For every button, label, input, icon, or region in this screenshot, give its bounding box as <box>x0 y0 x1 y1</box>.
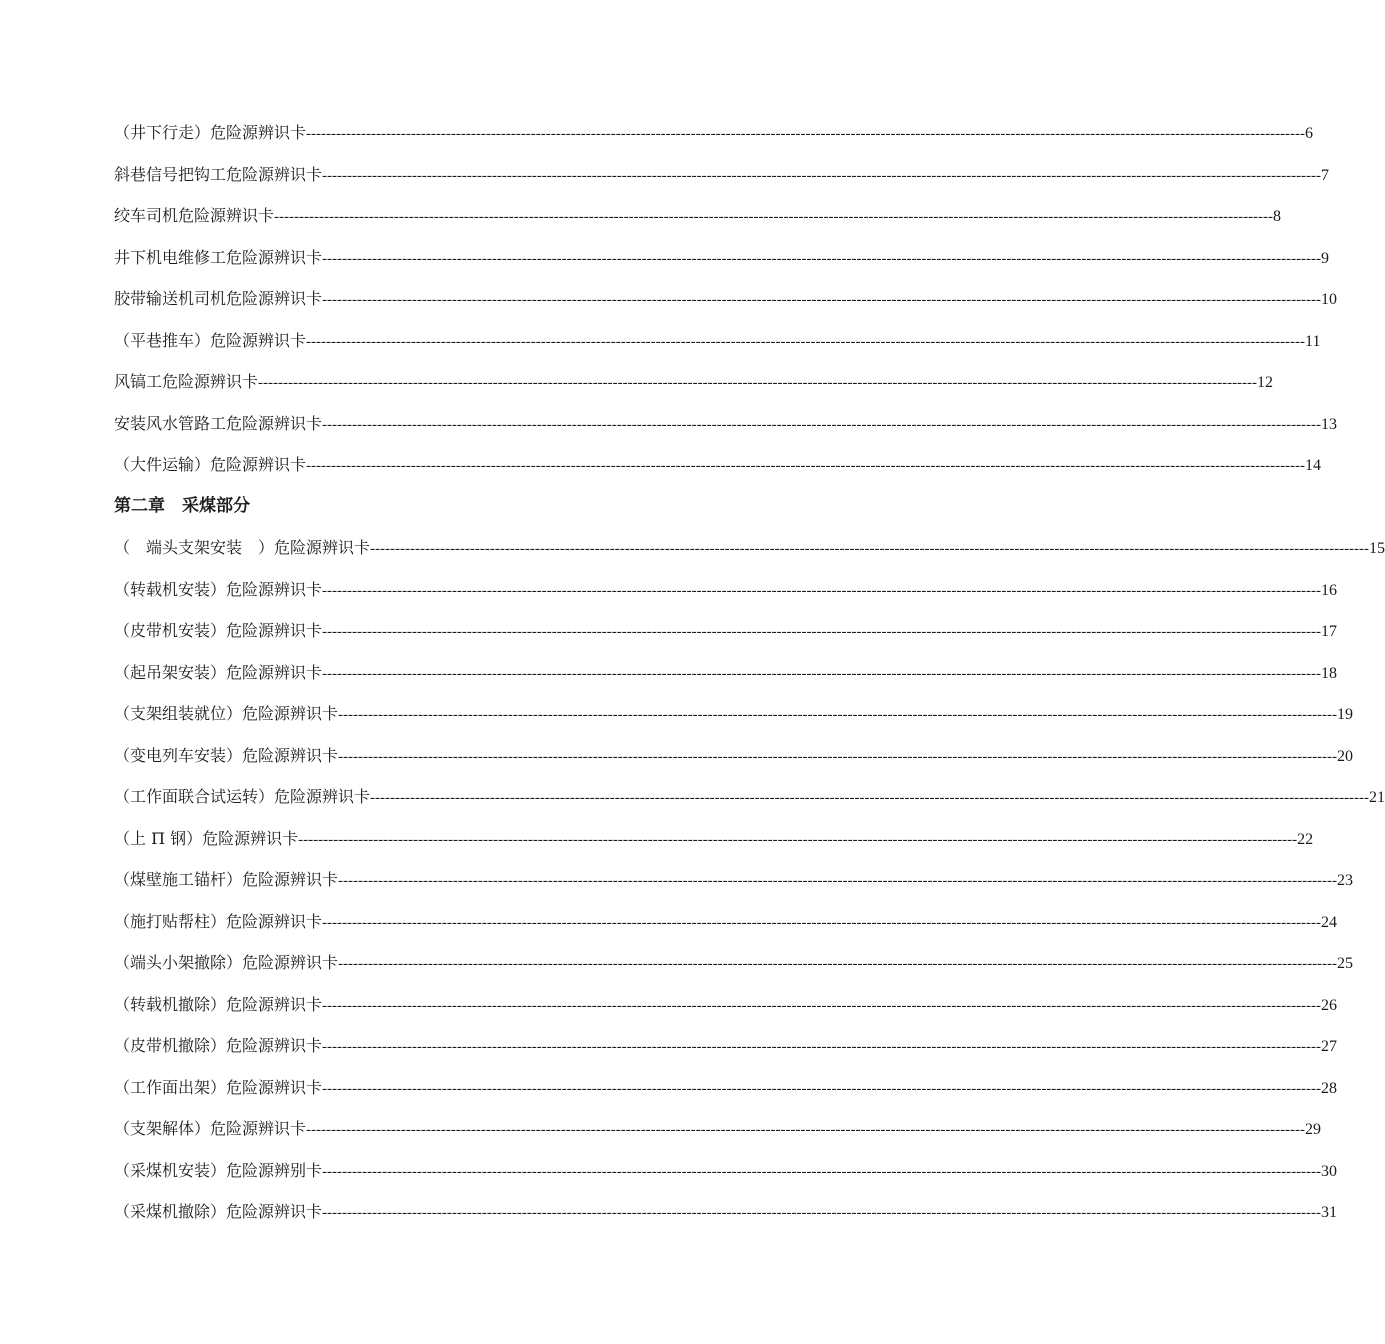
toc-entry-page: 28 <box>1321 1079 1338 1097</box>
toc-entry-page: 27 <box>1321 1038 1338 1055</box>
toc-entry[interactable] <box>114 1191 1338 1233</box>
toc-entry[interactable] <box>114 195 1282 237</box>
toc-entry-title: （皮带机撤除）危险源辨识卡 <box>114 1036 323 1055</box>
toc-entry-page: 18 <box>1321 664 1338 682</box>
toc-entry-page: 11 <box>1305 332 1321 350</box>
toc-entry-page: 29 <box>1305 1121 1322 1138</box>
toc-entry-page: 30 <box>1321 1162 1338 1180</box>
toc-entry-page: 22 <box>1297 830 1314 848</box>
toc-leader-dashes: -------------------------------------------------------------------------------------------------------------------------------------------------------------------------------------------------------- <box>370 790 1370 806</box>
toc-leader-dashes: -------------------------------------------------------------------------------------------------------------------------------------------------------------------------------------------------------- <box>322 582 1322 599</box>
toc-leader-dashes: -------------------------------------------------------------------------------------------------------------------------------------------------------------------------------------------------------- <box>322 1080 1322 1097</box>
toc-entry[interactable] <box>114 1067 1338 1109</box>
toc-entry[interactable] <box>114 776 1385 818</box>
toc-leader-dashes: -------------------------------------------------------------------------------------------------------------------------------------------------------------------------------------------------------- <box>322 292 1322 308</box>
toc-entry-page: 16 <box>1321 581 1338 599</box>
toc-entry[interactable] <box>114 569 1338 611</box>
toc-entry-title: 绞车司机危险源辨识卡 <box>114 206 275 225</box>
toc-leader-dashes: -------------------------------------------------------------------------------------------------------------------------------------------------------------------------------------------------------- <box>338 873 1338 889</box>
toc-entry-page: 19 <box>1337 706 1354 723</box>
toc-entry-page: 13 <box>1321 415 1338 433</box>
toc-leader-dashes: -------------------------------------------------------------------------------------------------------------------------------------------------------------------------------------------------------- <box>338 956 1338 972</box>
toc-entry[interactable] <box>114 278 1338 320</box>
toc-leader-dashes: -------------------------------------------------------------------------------------------------------------------------------------------------------------------------------------------------------- <box>274 209 1274 225</box>
toc-leader-dashes: -------------------------------------------------------------------------------------------------------------------------------------------------------------------------------------------------------- <box>306 1122 1306 1138</box>
toc-entry-title: （转载机安装）危险源辨识卡 <box>114 579 323 599</box>
toc-entry-page: 10 <box>1321 291 1338 308</box>
toc-entry[interactable] <box>114 1025 1338 1067</box>
toc-entry[interactable] <box>114 818 1314 860</box>
toc-entry-title: （工作面联合试运转）危险源辨识卡 <box>114 787 371 806</box>
toc-entry-page: 26 <box>1321 996 1338 1014</box>
toc-entry-title: 斜巷信号把钩工危险源辨识卡 <box>114 164 323 184</box>
toc-entry[interactable] <box>114 984 1338 1026</box>
toc-leader-dashes: -------------------------------------------------------------------------------------------------------------------------------------------------------------------------------------------------------- <box>322 1039 1322 1055</box>
toc-entry-title: （大件运输）危险源辨识卡 <box>114 455 307 474</box>
toc-entry[interactable] <box>114 403 1338 445</box>
toc-entry-title: 安装风水管路工危险源辨识卡 <box>114 413 323 433</box>
toc-entry-title: （转载机撤除）危险源辨识卡 <box>114 994 323 1014</box>
toc-entry-title: （ 端头支架安装 ）危险源辨识卡 <box>114 538 371 557</box>
toc-entry-page: 9 <box>1321 249 1330 267</box>
toc-leader-dashes: -------------------------------------------------------------------------------------------------------------------------------------------------------------------------------------------------------- <box>298 831 1298 848</box>
toc-entry-title: （变电列车安装）危险源辨识卡 <box>114 745 339 765</box>
toc-entry[interactable] <box>114 1108 1322 1150</box>
toc-leader-dashes: -------------------------------------------------------------------------------------------------------------------------------------------------------------------------------------------------------- <box>322 997 1322 1014</box>
toc-leader-dashes: -------------------------------------------------------------------------------------------------------------------------------------------------------------------------------------------------------- <box>338 748 1338 765</box>
toc-entry[interactable] <box>114 112 1314 154</box>
toc-entry-title: （采煤机撤除）危险源辨识卡 <box>114 1202 323 1221</box>
toc-entry-page: 14 <box>1305 457 1322 474</box>
toc-leader-dashes: -------------------------------------------------------------------------------------------------------------------------------------------------------------------------------------------------------- <box>322 624 1322 640</box>
toc-entry-page: 12 <box>1257 374 1274 391</box>
toc-entry[interactable] <box>114 735 1354 777</box>
toc-entry-page: 24 <box>1321 913 1338 931</box>
toc-leader-dashes: -------------------------------------------------------------------------------------------------------------------------------------------------------------------------------------------------------- <box>322 914 1322 931</box>
toc-entry-title: （煤壁施工锚杆）危险源辨识卡 <box>114 870 339 889</box>
toc-entry-page: 25 <box>1337 955 1354 972</box>
toc-leader-dashes: -------------------------------------------------------------------------------------------------------------------------------------------------------------------------------------------------------- <box>322 167 1322 184</box>
toc-page <box>114 112 1385 1233</box>
toc-entry-page: 31 <box>1321 1204 1338 1221</box>
toc-entry-title: （皮带机安装）危险源辨识卡 <box>114 621 323 640</box>
toc-entry[interactable] <box>114 693 1354 735</box>
toc-entry[interactable] <box>114 444 1322 486</box>
toc-entry-title: （施打贴帮柱）危险源辨识卡 <box>114 911 323 931</box>
chapter-heading: 第二章 采煤部分 <box>114 495 250 516</box>
toc-entry[interactable] <box>114 652 1338 694</box>
toc-entry[interactable] <box>114 320 1321 362</box>
toc-entry-title: （支架解体）危险源辨识卡 <box>114 1119 307 1138</box>
toc-entry-title: 风镐工危险源辨识卡 <box>114 372 259 391</box>
toc-leader-dashes: -------------------------------------------------------------------------------------------------------------------------------------------------------------------------------------------------------- <box>322 1163 1322 1180</box>
toc-leader-dashes: -------------------------------------------------------------------------------------------------------------------------------------------------------------------------------------------------------- <box>370 541 1370 557</box>
toc-entry-page: 7 <box>1321 166 1330 184</box>
toc-leader-dashes: -------------------------------------------------------------------------------------------------------------------------------------------------------------------------------------------------------- <box>258 375 1258 391</box>
toc-list-part-2 <box>114 527 1385 1233</box>
toc-entry-page: 20 <box>1337 747 1354 765</box>
toc-entry[interactable] <box>114 901 1338 943</box>
toc-leader-dashes: -------------------------------------------------------------------------------------------------------------------------------------------------------------------------------------------------------- <box>306 333 1306 350</box>
toc-leader-dashes: -------------------------------------------------------------------------------------------------------------------------------------------------------------------------------------------------------- <box>338 707 1338 723</box>
toc-leader-dashes: -------------------------------------------------------------------------------------------------------------------------------------------------------------------------------------------------------- <box>306 458 1306 474</box>
toc-entry-title: （井下行走）危险源辨识卡 <box>114 123 307 142</box>
toc-entry-title: （支架组装就位）危险源辨识卡 <box>114 704 339 723</box>
toc-entry-title: （平巷推车）危险源辨识卡 <box>114 330 307 350</box>
toc-leader-dashes: -------------------------------------------------------------------------------------------------------------------------------------------------------------------------------------------------------- <box>322 416 1322 433</box>
toc-entry-page: 23 <box>1337 872 1354 889</box>
toc-entry-title: （起吊架安装）危险源辨识卡 <box>114 662 323 682</box>
toc-entry[interactable] <box>114 859 1354 901</box>
toc-entry[interactable] <box>114 154 1330 196</box>
toc-entry[interactable] <box>114 237 1330 279</box>
toc-leader-dashes: -------------------------------------------------------------------------------------------------------------------------------------------------------------------------------------------------------- <box>306 126 1306 142</box>
toc-leader-dashes: -------------------------------------------------------------------------------------------------------------------------------------------------------------------------------------------------------- <box>322 250 1322 267</box>
toc-entry-page: 8 <box>1273 208 1282 225</box>
toc-list-part-1 <box>114 112 1338 486</box>
toc-entry-page: 15 <box>1369 540 1385 557</box>
toc-entry[interactable] <box>114 942 1354 984</box>
toc-entry-title: （端头小架撤除）危险源辨识卡 <box>114 953 339 972</box>
toc-entry-title: 胶带输送机司机危险源辨识卡 <box>114 289 323 308</box>
toc-entry-page: 17 <box>1321 623 1338 640</box>
toc-leader-dashes: -------------------------------------------------------------------------------------------------------------------------------------------------------------------------------------------------------- <box>322 1205 1322 1221</box>
toc-entry-title: （采煤机安装）危险源辨别卡 <box>114 1160 323 1180</box>
toc-entry-title: 井下机电维修工危险源辨识卡 <box>114 247 323 267</box>
toc-entry[interactable] <box>114 1150 1338 1192</box>
toc-entry-title: （上 Π 钢）危险源辨识卡 <box>114 828 299 848</box>
toc-entry[interactable] <box>114 610 1338 652</box>
toc-entry-page: 21 <box>1369 789 1385 806</box>
toc-entry[interactable] <box>114 527 1385 569</box>
toc-entry-title: （工作面出架）危险源辨识卡 <box>114 1077 323 1097</box>
toc-entry[interactable] <box>114 361 1274 403</box>
toc-leader-dashes: -------------------------------------------------------------------------------------------------------------------------------------------------------------------------------------------------------- <box>322 665 1322 682</box>
toc-entry-page: 6 <box>1305 125 1314 142</box>
